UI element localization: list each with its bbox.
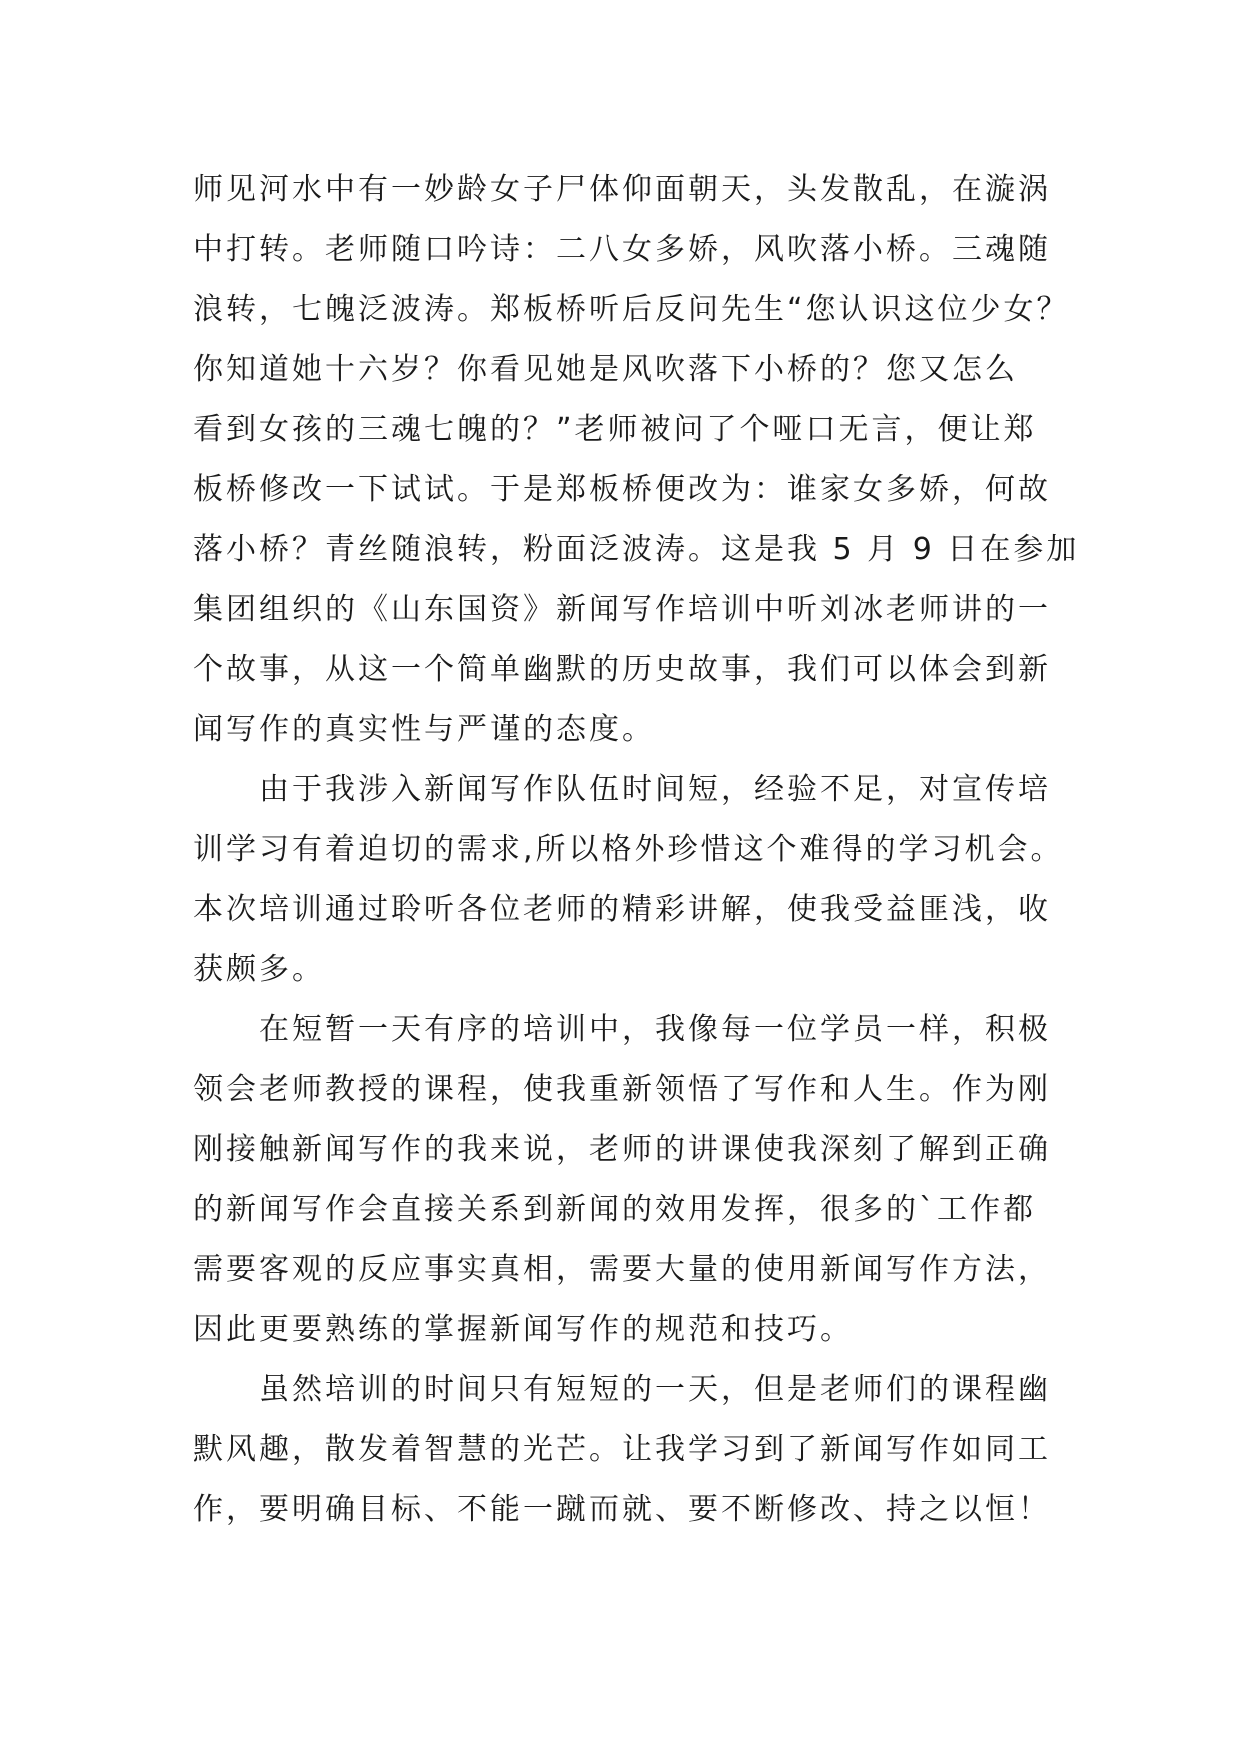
text-line: 默风趣，散发着智慧的光芒。让我学习到了新闻写作如同工 [193, 1432, 1051, 1467]
text-line: 因此更要熟练的掌握新闻写作的规范和技巧。 [193, 1312, 853, 1347]
paragraph-conclusion [193, 1360, 1051, 1540]
text-line: 领会老师教授的课程，使我重新领悟了写作和人生。作为刚 [193, 1072, 1051, 1107]
text-line: 作，要明确目标、不能一蹴而就、要不断修改、持之以恒！ [193, 1492, 1051, 1527]
paragraph-story [193, 160, 1080, 760]
text-line: 由于我涉入新闻写作队伍时间短，经验不足，对宣传培 [259, 772, 1051, 807]
text-line: 浪转，七魄泛波涛。郑板桥听后反问先生“您认识这位少女？ [193, 292, 1070, 327]
text-line: 个故事，从这一个简单幽默的历史故事，我们可以体会到新 [193, 652, 1051, 687]
text-line: 在短暂一天有序的培训中，我像每一位学员一样，积极 [259, 1012, 1051, 1047]
text-line: 师见河水中有一妙龄女子尸体仰面朝天，头发散乱，在漩涡 [193, 172, 1051, 207]
text-line: 的新闻写作会直接关系到新闻的效用发挥，很多的`工作都 [193, 1192, 1036, 1227]
text-line: 板桥修改一下试试。于是郑板桥便改为：谁家女多娇，何故 [193, 472, 1051, 507]
text-line: 本次培训通过聆听各位老师的精彩讲解，使我受益匪浅，收 [193, 892, 1051, 927]
text-line: 需要客观的反应事实真相，需要大量的使用新闻写作方法， [193, 1252, 1051, 1287]
text-line: 刚接触新闻写作的我来说，老师的讲课使我深刻了解到正确 [193, 1132, 1051, 1167]
text-line: 落小桥？青丝随浪转，粉面泛波涛。这是我 5 月 9 日在参加 [193, 532, 1080, 567]
text-line: 训学习有着迫切的需求,所以格外珍惜这个难得的学习机会。 [193, 832, 1064, 867]
text-line: 闻写作的真实性与严谨的态度。 [193, 712, 655, 747]
text-line: 中打转。老师随口吟诗：二八女多娇，风吹落小桥。三魂随 [193, 232, 1051, 267]
text-line: 集团组织的《山东国资》新闻写作培训中听刘冰老师讲的一 [193, 592, 1051, 627]
text-line: 获颇多。 [193, 952, 325, 987]
text-line: 你知道她十六岁？你看见她是风吹落下小桥的？您又怎么 [193, 352, 1018, 387]
text-line: 虽然培训的时间只有短短的一天，但是老师们的课程幽 [259, 1372, 1051, 1407]
paragraph-experience [193, 760, 1064, 1000]
paragraph-training [193, 1000, 1051, 1360]
document-body [193, 160, 1080, 1540]
text-line: 看到女孩的三魂七魄的？”老师被问了个哑口无言，便让郑 [193, 412, 1037, 447]
